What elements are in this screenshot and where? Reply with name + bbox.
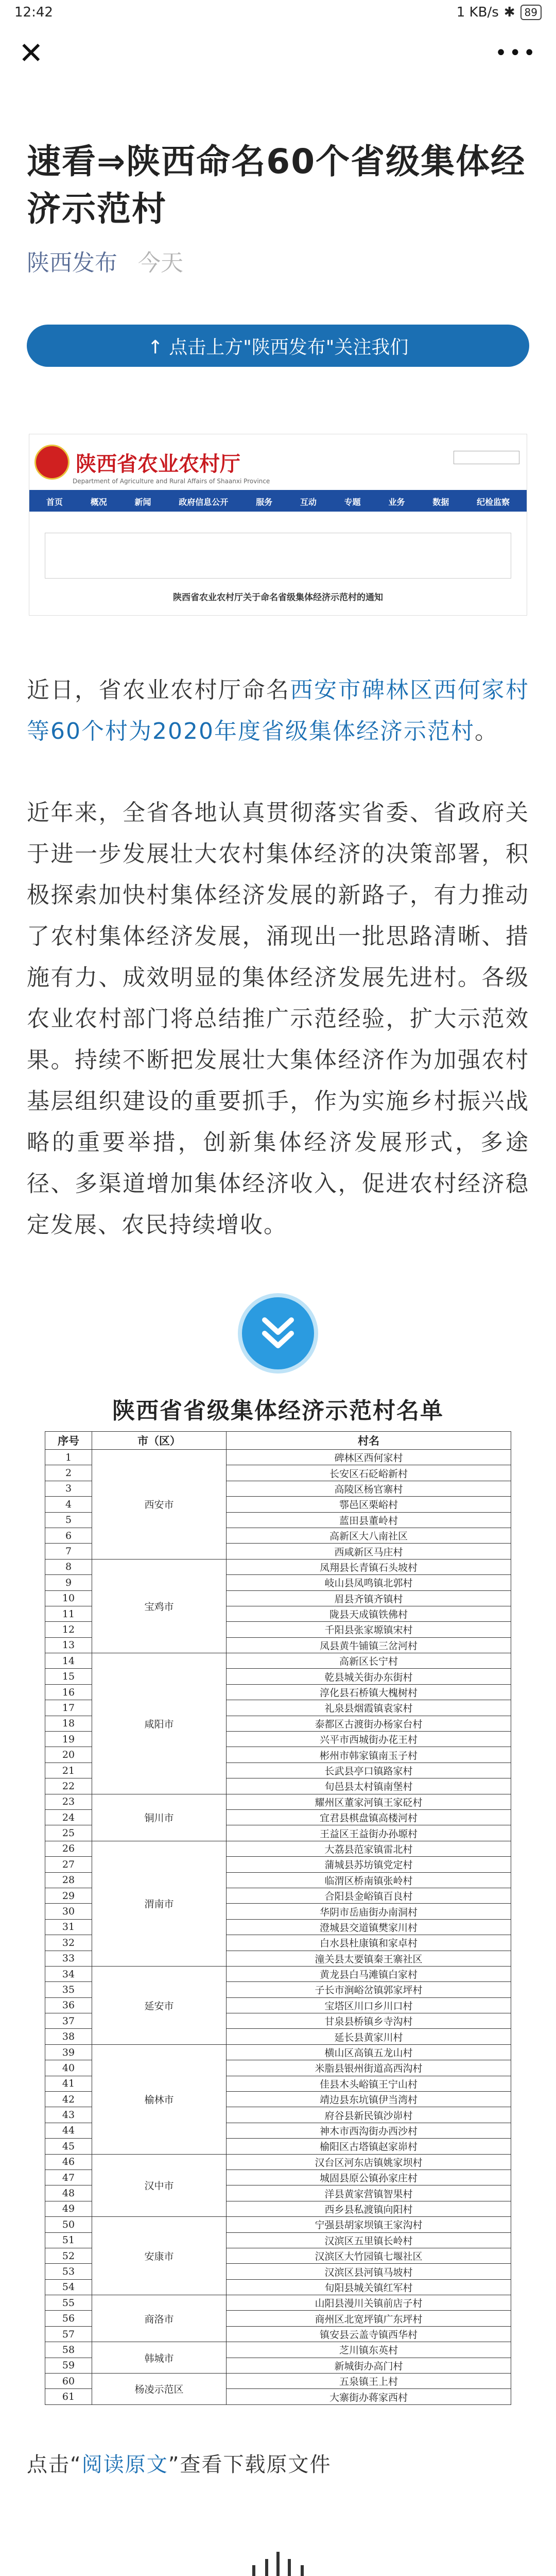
row-number: 39 bbox=[45, 2044, 92, 2060]
village-cell: 宜君县棋盘镇高楼河村 bbox=[227, 1809, 511, 1825]
city-cell: 延安市 bbox=[92, 1966, 227, 2044]
village-cell: 新城街办高门村 bbox=[227, 2358, 511, 2373]
village-cell: 洋县黄家营镇智果村 bbox=[227, 2185, 511, 2201]
article-meta bbox=[27, 244, 529, 277]
village-cell: 商州区北宽坪镇广东坪村 bbox=[227, 2311, 511, 2326]
village-cell: 神木市西沟街办西沙村 bbox=[227, 2123, 511, 2138]
village-cell: 凤翔县长青镇石头坡村 bbox=[227, 1559, 511, 1574]
dept-name: 陕西省农业农村厅 bbox=[76, 451, 240, 476]
row-number: 58 bbox=[45, 2342, 92, 2358]
row-number: 33 bbox=[45, 1951, 92, 1966]
battery-indicator: 89 bbox=[520, 5, 542, 20]
doc-caption: 陕西省农业农村厅关于命名省级集体经济示范村的通知 bbox=[173, 592, 383, 603]
intro-prefix: 近日，省农业农村厅命名 bbox=[27, 677, 290, 703]
row-number: 34 bbox=[45, 1966, 92, 1981]
village-cell: 山阳县漫川关镇前店子村 bbox=[227, 2295, 511, 2311]
row-number: 14 bbox=[45, 1653, 92, 1669]
city-cell: 咸阳市 bbox=[92, 1653, 227, 1794]
table-title: 陕西省省级集体经济示范村名单 bbox=[112, 1398, 444, 1424]
row-number: 56 bbox=[45, 2311, 92, 2326]
village-cell: 凤县黄牛铺镇三岔河村 bbox=[227, 1637, 511, 1653]
table-row bbox=[45, 2044, 511, 2060]
table-row bbox=[45, 1841, 511, 1856]
village-cell: 鄠邑区栗峪村 bbox=[227, 1497, 511, 1512]
dept-name-en: Department of Agriculture and Rural Affairs of Shaanxi Province bbox=[73, 478, 270, 485]
village-cell: 汉滨区县河镇马坡村 bbox=[227, 2264, 511, 2279]
village-cell: 礼泉县烟霞镇袁家村 bbox=[227, 1700, 511, 1716]
row-number: 52 bbox=[45, 2248, 92, 2263]
village-cell: 陇县天成镇铁佛村 bbox=[227, 1606, 511, 1621]
city-cell: 汉中市 bbox=[92, 2154, 227, 2217]
row-number: 37 bbox=[45, 2013, 92, 2029]
village-cell: 临渭区桥南镇张岭村 bbox=[227, 1872, 511, 1888]
row-number: 61 bbox=[45, 2389, 92, 2404]
row-number: 5 bbox=[45, 1512, 92, 1528]
village-cell: 镇安县云盖寺镇西华村 bbox=[227, 2326, 511, 2342]
village-cell: 府谷县新民镇沙峁村 bbox=[227, 2107, 511, 2123]
city-cell: 安康市 bbox=[92, 2217, 227, 2295]
doc-nav-item: 服务 bbox=[256, 497, 273, 507]
village-cell: 大寨街办蒋家西村 bbox=[227, 2389, 511, 2404]
village-cell: 淳化县石桥镇大槐树村 bbox=[227, 1684, 511, 1700]
city-cell: 商洛市 bbox=[92, 2295, 227, 2342]
table-row bbox=[45, 1450, 511, 1465]
bluetooth-icon: ✱ bbox=[503, 5, 515, 20]
row-number: 19 bbox=[45, 1732, 92, 1747]
doc-nav-item: 概况 bbox=[90, 497, 107, 507]
doc-nav-item: 首页 bbox=[46, 497, 63, 507]
doc-nav-item: 政府信息公开 bbox=[179, 497, 229, 507]
village-cell: 城固县原公镇孙家庄村 bbox=[227, 2170, 511, 2185]
city-cell: 铜川市 bbox=[92, 1794, 227, 1841]
table-row bbox=[45, 2342, 511, 2358]
village-cell: 乾县城关街办东街村 bbox=[227, 1669, 511, 1684]
more-icon[interactable]: ••• bbox=[495, 41, 537, 65]
table-row bbox=[45, 2154, 511, 2170]
village-cell: 黄龙县白马滩镇白家村 bbox=[227, 1966, 511, 1981]
village-cell: 大荔县范家镇雷北村 bbox=[227, 1841, 511, 1856]
village-cell: 宝塔区川口乡川口村 bbox=[227, 1997, 511, 2013]
village-cell: 泰都区古渡街办杨家台村 bbox=[227, 1716, 511, 1731]
doc-breadcrumb bbox=[29, 512, 527, 531]
village-cell: 高新区大八南社区 bbox=[227, 1528, 511, 1543]
row-number: 9 bbox=[45, 1575, 92, 1590]
row-number: 54 bbox=[45, 2279, 92, 2295]
row-number: 35 bbox=[45, 1982, 92, 1997]
village-cell: 高陵区杨官寨村 bbox=[227, 1481, 511, 1496]
paragraph-intro bbox=[27, 670, 529, 752]
row-number: 3 bbox=[45, 1481, 92, 1496]
doc-nav-item: 专题 bbox=[344, 497, 361, 507]
building-icon bbox=[242, 2550, 314, 2576]
row-number: 29 bbox=[45, 1888, 92, 1903]
row-number: 8 bbox=[45, 1559, 92, 1574]
village-cell: 潼关县太要镇秦王寨社区 bbox=[227, 1951, 511, 1966]
village-cell: 华阴市岳庙街办南洞村 bbox=[227, 1904, 511, 1919]
doc-info-box bbox=[45, 533, 511, 579]
table-row bbox=[45, 2217, 511, 2232]
row-number: 41 bbox=[45, 2076, 92, 2091]
row-number: 17 bbox=[45, 1700, 92, 1716]
row-number: 49 bbox=[45, 2201, 92, 2216]
village-cell: 旬阳县城关镇红军村 bbox=[227, 2279, 511, 2295]
row-number: 15 bbox=[45, 1669, 92, 1684]
table-row bbox=[45, 2295, 511, 2311]
row-number: 11 bbox=[45, 1606, 92, 1621]
village-cell: 佳县木头峪镇王宁山村 bbox=[227, 2076, 511, 2091]
publish-date: 今天 bbox=[138, 250, 183, 276]
document-screenshot[interactable] bbox=[29, 434, 527, 616]
village-cell: 蒲城县苏坊镇党定村 bbox=[227, 1857, 511, 1872]
row-number: 24 bbox=[45, 1809, 92, 1825]
author-link[interactable]: 陕西发布 bbox=[27, 250, 117, 276]
row-number: 43 bbox=[45, 2107, 92, 2123]
row-number: 53 bbox=[45, 2264, 92, 2279]
row-number: 6 bbox=[45, 1528, 92, 1543]
table-header-row bbox=[45, 1432, 511, 1450]
row-number: 7 bbox=[45, 1544, 92, 1559]
row-number: 32 bbox=[45, 1935, 92, 1951]
village-cell: 耀州区董家河镇王家砭村 bbox=[227, 1794, 511, 1809]
row-number: 1 bbox=[45, 1450, 92, 1465]
article-title: 速看⇒陕西命名60个省级集体经济示范村 bbox=[27, 142, 526, 229]
intro-suffix: 。 bbox=[474, 718, 498, 744]
double-chevron-down-icon bbox=[238, 1293, 318, 1374]
village-cell: 五泉镇王上村 bbox=[227, 2374, 511, 2389]
follow-button[interactable]: ↑ 点击上方"陕西发布"关注我们 bbox=[27, 325, 529, 367]
row-number: 23 bbox=[45, 1794, 92, 1809]
close-icon[interactable]: ✕ bbox=[19, 36, 44, 71]
village-cell: 眉县齐镇齐镇村 bbox=[227, 1590, 511, 1606]
village-cell: 兴平市西城街办花王村 bbox=[227, 1732, 511, 1747]
table-row bbox=[45, 1794, 511, 1809]
row-number: 44 bbox=[45, 2123, 92, 2138]
doc-search-box bbox=[454, 451, 519, 464]
footer-read-original: 点击“阅读原文”查看下载原文件 bbox=[27, 2452, 332, 2477]
row-number: 13 bbox=[45, 1637, 92, 1653]
doc-header bbox=[29, 434, 527, 491]
row-number: 50 bbox=[45, 2217, 92, 2232]
row-number: 27 bbox=[45, 1857, 92, 1872]
row-number: 46 bbox=[45, 2154, 92, 2170]
village-cell: 汉滨区大竹园镇七堰社区 bbox=[227, 2248, 511, 2263]
row-number: 38 bbox=[45, 2029, 92, 2044]
village-cell: 王益区王益街办孙塬村 bbox=[227, 1825, 511, 1841]
row-number: 51 bbox=[45, 2232, 92, 2248]
row-number: 16 bbox=[45, 1684, 92, 1700]
village-cell: 宁强县胡家坝镇王家沟村 bbox=[227, 2217, 511, 2232]
table-row bbox=[45, 1653, 511, 1669]
read-original-link[interactable]: 阅读原文 bbox=[81, 2452, 168, 2477]
status-bar bbox=[0, 0, 556, 25]
row-number: 31 bbox=[45, 1919, 92, 1935]
village-cell: 碑林区西何家村 bbox=[227, 1450, 511, 1465]
row-number: 47 bbox=[45, 2170, 92, 2185]
village-cell: 汉滨区五里镇长岭村 bbox=[227, 2232, 511, 2248]
village-cell: 高新区长宁村 bbox=[227, 1653, 511, 1669]
row-number: 25 bbox=[45, 1825, 92, 1841]
village-cell: 米脂县银州街道高西沟村 bbox=[227, 2060, 511, 2076]
doc-nav-item: 业务 bbox=[388, 497, 405, 507]
doc-nav-item: 互动 bbox=[300, 497, 317, 507]
village-cell: 子长市涧峪岔镇郭家坪村 bbox=[227, 1982, 511, 1997]
village-cell: 芝川镇东英村 bbox=[227, 2342, 511, 2358]
city-cell: 宝鸡市 bbox=[92, 1559, 227, 1653]
doc-nav-item: 数据 bbox=[432, 497, 449, 507]
table-row bbox=[45, 1966, 511, 1981]
row-number: 28 bbox=[45, 1872, 92, 1888]
village-cell: 千阳县张家塬镇宋村 bbox=[227, 1622, 511, 1637]
row-number: 45 bbox=[45, 2139, 92, 2154]
row-number: 30 bbox=[45, 1904, 92, 1919]
village-cell: 白水县杜康镇和家卓村 bbox=[227, 1935, 511, 1951]
status-time: 12:42 bbox=[14, 5, 53, 20]
row-number: 2 bbox=[45, 1465, 92, 1481]
row-number: 18 bbox=[45, 1716, 92, 1731]
city-cell: 渭南市 bbox=[92, 1841, 227, 1966]
row-number: 40 bbox=[45, 2060, 92, 2076]
header-village: 村名 bbox=[227, 1432, 511, 1450]
row-number: 22 bbox=[45, 1778, 92, 1794]
row-number: 57 bbox=[45, 2326, 92, 2342]
row-number: 55 bbox=[45, 2295, 92, 2311]
village-cell: 长安区石砭峪新村 bbox=[227, 1465, 511, 1481]
village-cell: 横山区高镇五龙山村 bbox=[227, 2044, 511, 2060]
row-number: 42 bbox=[45, 2092, 92, 2107]
doc-nav-item: 新闻 bbox=[134, 497, 151, 507]
village-cell: 岐山县凤鸣镇北郭村 bbox=[227, 1575, 511, 1590]
row-number: 21 bbox=[45, 1762, 92, 1778]
village-cell: 汉台区河东店镇姚家坝村 bbox=[227, 2154, 511, 2170]
village-cell: 旬邑县太村镇南堡村 bbox=[227, 1778, 511, 1794]
row-number: 60 bbox=[45, 2374, 92, 2389]
village-cell: 澄城县交道镇樊家川村 bbox=[227, 1919, 511, 1935]
row-number: 48 bbox=[45, 2185, 92, 2201]
header-city: 市（区） bbox=[92, 1432, 227, 1450]
row-number: 10 bbox=[45, 1590, 92, 1606]
table-row bbox=[45, 1559, 511, 1574]
row-number: 12 bbox=[45, 1622, 92, 1637]
village-cell: 榆阳区古塔镇赵家峁村 bbox=[227, 2139, 511, 2154]
village-cell: 甘泉县桥镇乡寺沟村 bbox=[227, 2013, 511, 2029]
row-number: 20 bbox=[45, 1747, 92, 1762]
intro-highlight: 西安市碑林区西何家村等60个村为2020年度省级集体经济示范村 bbox=[27, 677, 529, 744]
city-cell: 韩城市 bbox=[92, 2342, 227, 2374]
village-cell: 合阳县金峪镇百良村 bbox=[227, 1888, 511, 1903]
city-cell: 西安市 bbox=[92, 1450, 227, 1560]
national-emblem-icon bbox=[34, 445, 70, 480]
table-row bbox=[45, 2374, 511, 2389]
village-cell: 长武县亭口镇路家村 bbox=[227, 1762, 511, 1778]
row-number: 36 bbox=[45, 1997, 92, 2013]
header-no: 序号 bbox=[45, 1432, 92, 1450]
village-cell: 彬州市韩家镇南玉子村 bbox=[227, 1747, 511, 1762]
brand-logo bbox=[232, 2550, 324, 2576]
row-number: 26 bbox=[45, 1841, 92, 1856]
row-number: 59 bbox=[45, 2358, 92, 2373]
article-body bbox=[0, 138, 556, 2576]
status-right bbox=[457, 5, 542, 20]
village-cell: 西乡县私渡镇向阳村 bbox=[227, 2201, 511, 2216]
village-cell: 延长县黄家川村 bbox=[227, 2029, 511, 2044]
network-speed: 1 KB/s bbox=[456, 5, 499, 20]
city-cell: 榆林市 bbox=[92, 2044, 227, 2154]
doc-nav-item: 纪检监察 bbox=[477, 497, 510, 507]
village-cell: 西咸新区马庄村 bbox=[227, 1544, 511, 1559]
row-number: 4 bbox=[45, 1497, 92, 1512]
village-table bbox=[45, 1431, 511, 2405]
top-navbar bbox=[0, 25, 556, 81]
village-cell: 蓝田县董岭村 bbox=[227, 1512, 511, 1528]
city-cell: 杨凌示范区 bbox=[92, 2374, 227, 2405]
doc-nav bbox=[29, 491, 527, 512]
paragraph-main: 近年来，全省各地认真贯彻落实省委、省政府关于进一步发展壮大农村集体经济的决策部署，积极探索加快村集体经济发展的新路子，有力推动了农村集体经济发展，涌现出一批思路清晰、措施有力、成效明显的集体经济发展先进村。各级农业农村部门将总结推广示范经验，扩大示范效果。持续不断把发展壮大集体经济作为加强农村基层组织建设的重要抓手，作为实施乡村振兴战略的重要举措，创新集体经济发展形式，多途径、多渠道增加集体经济收入，促进农村经济稳定发展、农民持续增收。 bbox=[27, 800, 529, 1238]
village-cell: 靖边县东坑镇伊当湾村 bbox=[227, 2092, 511, 2107]
